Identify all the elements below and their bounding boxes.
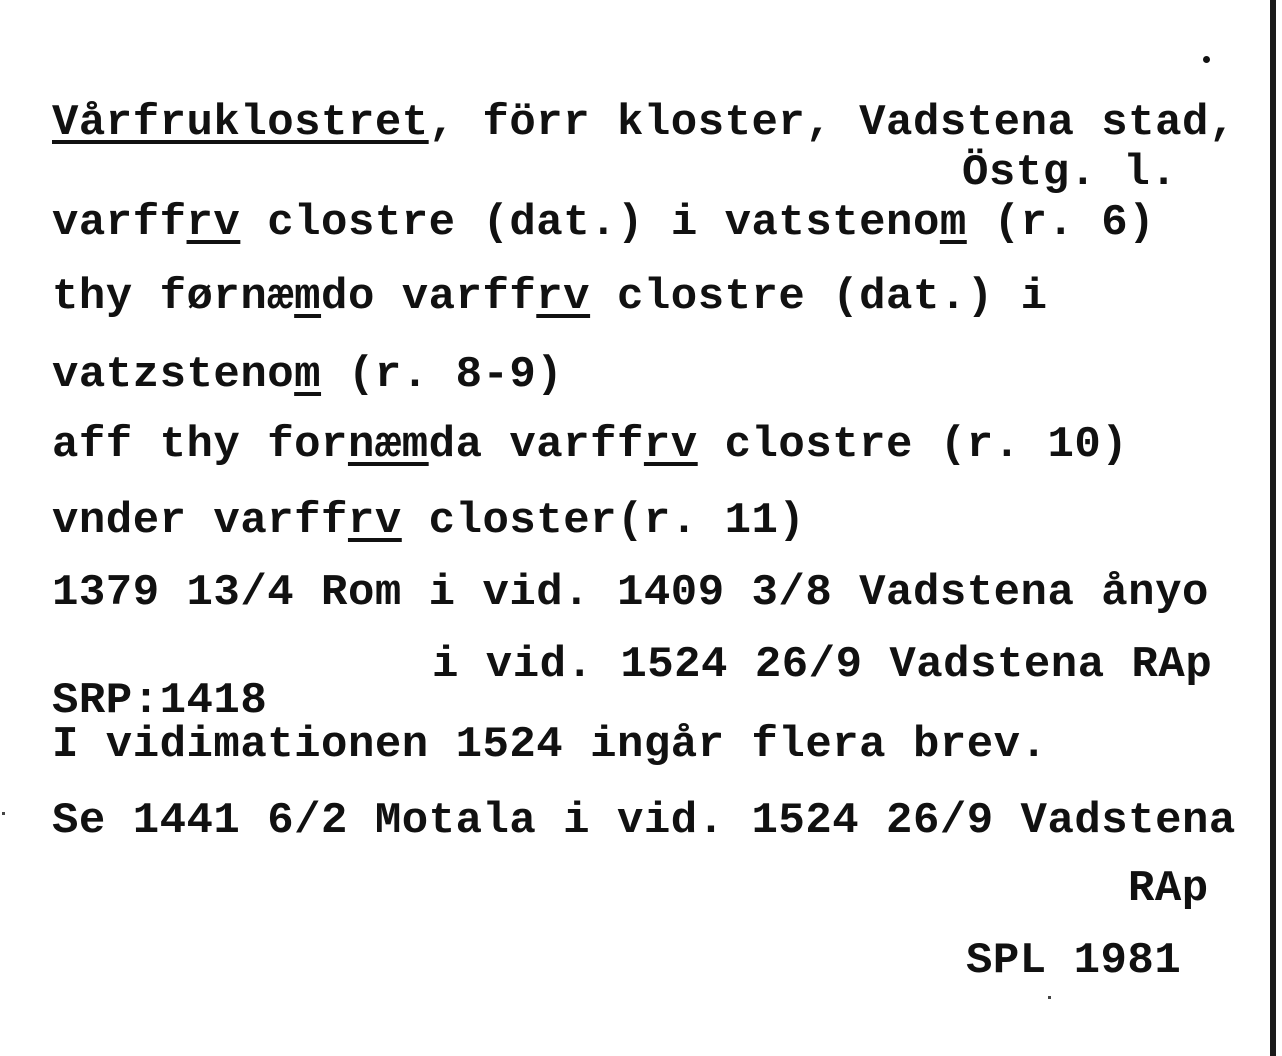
form-line: vatzstenom (r. 8-9): [52, 350, 564, 400]
see-also-archive: RAp: [1128, 864, 1209, 914]
source-line: 1379 13/4 Rom i vid. 1409 3/8 Vadstena ånyo: [52, 568, 1209, 618]
ink-dot: [1203, 56, 1210, 63]
see-also-line: Se 1441 6/2 Motala i vid. 1524 26/9 Vadstena: [52, 796, 1236, 846]
form-line: thy førnæmdo varffrv clostre (dat.) i: [52, 272, 1048, 322]
heading-line: [52, 98, 1236, 148]
card-edge: [1270, 0, 1276, 1056]
place-name: Vårfruklostret: [52, 98, 429, 148]
form-line: aff thy fornæmda varffrv clostre (r. 10): [52, 420, 1129, 470]
ink-speck: [2, 812, 5, 815]
source-line: i vid. 1524 26/9 Vadstena RAp: [432, 640, 1213, 690]
place-description: , förr kloster, Vadstena stad,: [428, 98, 1236, 148]
srp-reference: SRP:1418: [52, 676, 268, 726]
form-line: vnder varffrv closter(r. 11): [52, 496, 806, 546]
county-label: Östg. l.: [962, 148, 1178, 198]
signature: SPL 1981: [966, 936, 1182, 986]
ink-speck: [1048, 996, 1051, 999]
note-line: I vidimationen 1524 ingår flera brev.: [52, 720, 1048, 770]
form-line: varffrv clostre (dat.) i vatstenom (r. 6): [52, 198, 1156, 248]
